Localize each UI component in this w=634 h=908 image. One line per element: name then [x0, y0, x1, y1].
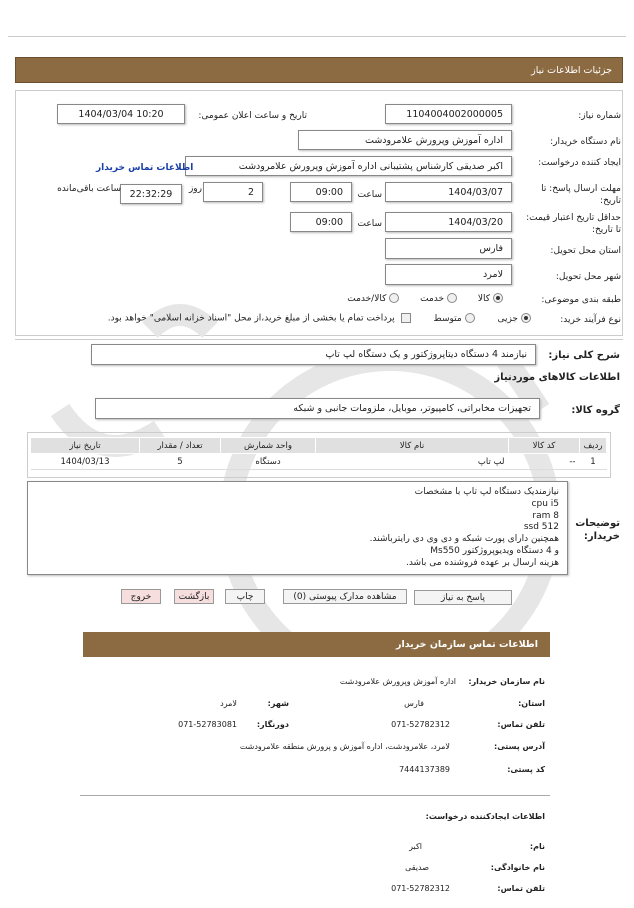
contact-address-label: آدرس پستی: — [494, 742, 545, 751]
attachments-button[interactable]: مشاهده مدارک پیوستی (0) — [283, 589, 407, 604]
category-option-service[interactable]: خدمت — [420, 294, 460, 304]
contact-fax-value: 071-52783081 — [178, 720, 237, 729]
description-label: توضیحات خریدار: — [575, 518, 620, 542]
creator-name-label: نام: — [529, 842, 545, 851]
process-option-minor[interactable]: جزیی — [497, 314, 534, 324]
contact-divider — [80, 795, 550, 796]
reply-time-label: ساعت — [357, 190, 382, 200]
contact-province-label: استان: — [518, 699, 545, 708]
summary-label: شرح کلی نیاز: — [548, 350, 620, 361]
col-code: کد کالا — [509, 438, 580, 454]
city-label: شهر محل تحویل: — [555, 272, 621, 282]
col-name: نام کالا — [316, 438, 509, 454]
remaining-time-label: ساعت باقی‌مانده — [57, 184, 121, 194]
contact-header-bar — [83, 632, 550, 657]
creator-label: ایجاد کننده درخواست: — [538, 158, 621, 168]
contact-postal-value: 7444137389 — [399, 765, 450, 774]
contact-phone-value: 071-52782312 — [391, 720, 450, 729]
reply-date-field: 1404/03/07 — [385, 182, 512, 202]
treasury-payment-checkbox[interactable] — [398, 314, 414, 324]
col-row: ردیف — [580, 438, 607, 454]
need-number-field: 1104004002000005 — [385, 104, 512, 124]
day-label: روز — [188, 184, 202, 194]
goods-table — [30, 437, 607, 470]
creator-field: اکبر صدیقی کارشناس پشتیبانی اداره آموزش وپرورش علامرودشت — [185, 156, 512, 176]
col-date: تاریخ نیاز — [31, 438, 140, 454]
print-button[interactable]: چاپ — [225, 589, 265, 604]
treasury-payment-note: پرداخت تمام یا بخشی از مبلغ خرید،از محل "اسناد خزانه اسلامی" خواهد بود. — [107, 313, 395, 324]
creator-info-title: اطلاعات ایجادکننده درخواست: — [425, 812, 545, 821]
contact-city-value: لامرد — [220, 699, 237, 708]
contact-org-label: نام سازمان خریدار: — [468, 677, 545, 686]
category-option-both[interactable]: کالا/خدمت — [347, 294, 402, 304]
goods-group-field: تجهیزات مخابراتی، کامپیوتر، موبایل، ملزومات جانبی و شبکه — [95, 398, 540, 419]
creator-name-value: اکبر — [409, 842, 422, 851]
creator-family-value: صدیقی — [405, 863, 429, 872]
goods-group-label: گروه کالا: — [571, 405, 620, 416]
need-number-label: شماره نیاز: — [578, 111, 621, 121]
province-label: استان محل تحویل: — [550, 246, 621, 256]
contact-phone-label: تلفن تماس: — [497, 720, 545, 729]
col-unit: واحد شمارش — [221, 438, 316, 454]
section-divider — [15, 339, 623, 340]
creator-phone-value: 071-52782312 — [391, 884, 450, 893]
remaining-time-field: 22:32:29 — [120, 184, 182, 204]
details-header-title: جزئیات اطلاعات نیاز — [531, 65, 612, 76]
category-options — [347, 293, 506, 304]
announce-date-label: تاریخ و ساعت اعلان عمومی: — [198, 111, 307, 121]
goods-section-title: اطلاعات کالاهای موردنیاز — [494, 372, 620, 383]
city-field: لامرد — [385, 264, 512, 285]
reply-time-field: 09:00 — [290, 182, 352, 202]
creator-phone-label: تلفن تماس: — [497, 884, 545, 893]
process-options — [108, 313, 534, 324]
creator-family-label: نام خانوادگی: — [490, 863, 545, 872]
days-remaining-field: 2 — [203, 182, 263, 202]
validity-time-field: 09:00 — [290, 212, 352, 232]
validity-label: حداقل تاریخ اعتبار قیمت: تا تاریخ: — [526, 213, 621, 235]
validity-date-field: 1404/03/20 — [385, 212, 512, 232]
buyer-org-field: اداره آموزش وپرورش علامرودشت — [298, 130, 512, 150]
contact-city-label: شهر: — [267, 699, 289, 708]
reply-button[interactable]: پاسخ به نیاز — [414, 590, 512, 605]
contact-fax-label: دورنگار: — [256, 720, 289, 729]
back-button[interactable]: بازگشت — [174, 589, 214, 604]
description-text: نیازمندیک دستگاه لپ تاپ با مشخصات cpu i5 ram 8 ssd 512 همچنین دارای پورت شبکه و دی وی دی رایترباشند. و 4 دستگاه ویدیوپروژکتور Ms550 هزینه ارسال بر عهده فروشنده می باشد. — [369, 487, 559, 568]
table-row: 1 -- لپ تاپ دستگاه 5 1404/03/13 — [31, 454, 607, 470]
details-header-bar — [15, 57, 623, 83]
buyer-contact-link[interactable]: اطلاعات تماس خریدار — [96, 163, 194, 173]
contact-org-value: اداره آموزش وپرورش علامرودشت — [339, 677, 456, 686]
province-field: فارس — [385, 238, 512, 259]
reply-deadline-label: مهلت ارسال پاسخ: تا تاریخ: — [541, 184, 621, 206]
process-option-medium[interactable]: متوسط — [433, 314, 477, 324]
col-qty: تعداد / مقدار — [140, 438, 221, 454]
validity-time-label: ساعت — [357, 219, 382, 229]
contact-province-value: فارس — [404, 699, 424, 708]
contact-header-title: اطلاعات تماس سازمان خریدار — [395, 639, 538, 650]
buyer-org-label: نام دستگاه خریدار: — [550, 137, 621, 147]
category-option-goods[interactable]: کالا — [478, 294, 506, 304]
category-label: طبقه بندی موضوعی: — [541, 295, 621, 305]
contact-address-value: لامرد، علامرودشت، اداره آموزش و پرورش منطقه علامرودشت — [239, 742, 450, 751]
contact-postal-label: کد پستی: — [507, 765, 545, 774]
exit-button[interactable]: خروج — [121, 589, 161, 604]
process-label: نوع فرآیند خرید: — [560, 315, 621, 325]
announce-date-field: 1404/03/04 10:20 — [57, 104, 185, 124]
top-divider — [8, 36, 626, 37]
description-box — [27, 481, 568, 575]
summary-field: نیازمند 4 دستگاه دیتاپروژکتور و یک دستگاه لپ تاپ — [91, 344, 536, 365]
